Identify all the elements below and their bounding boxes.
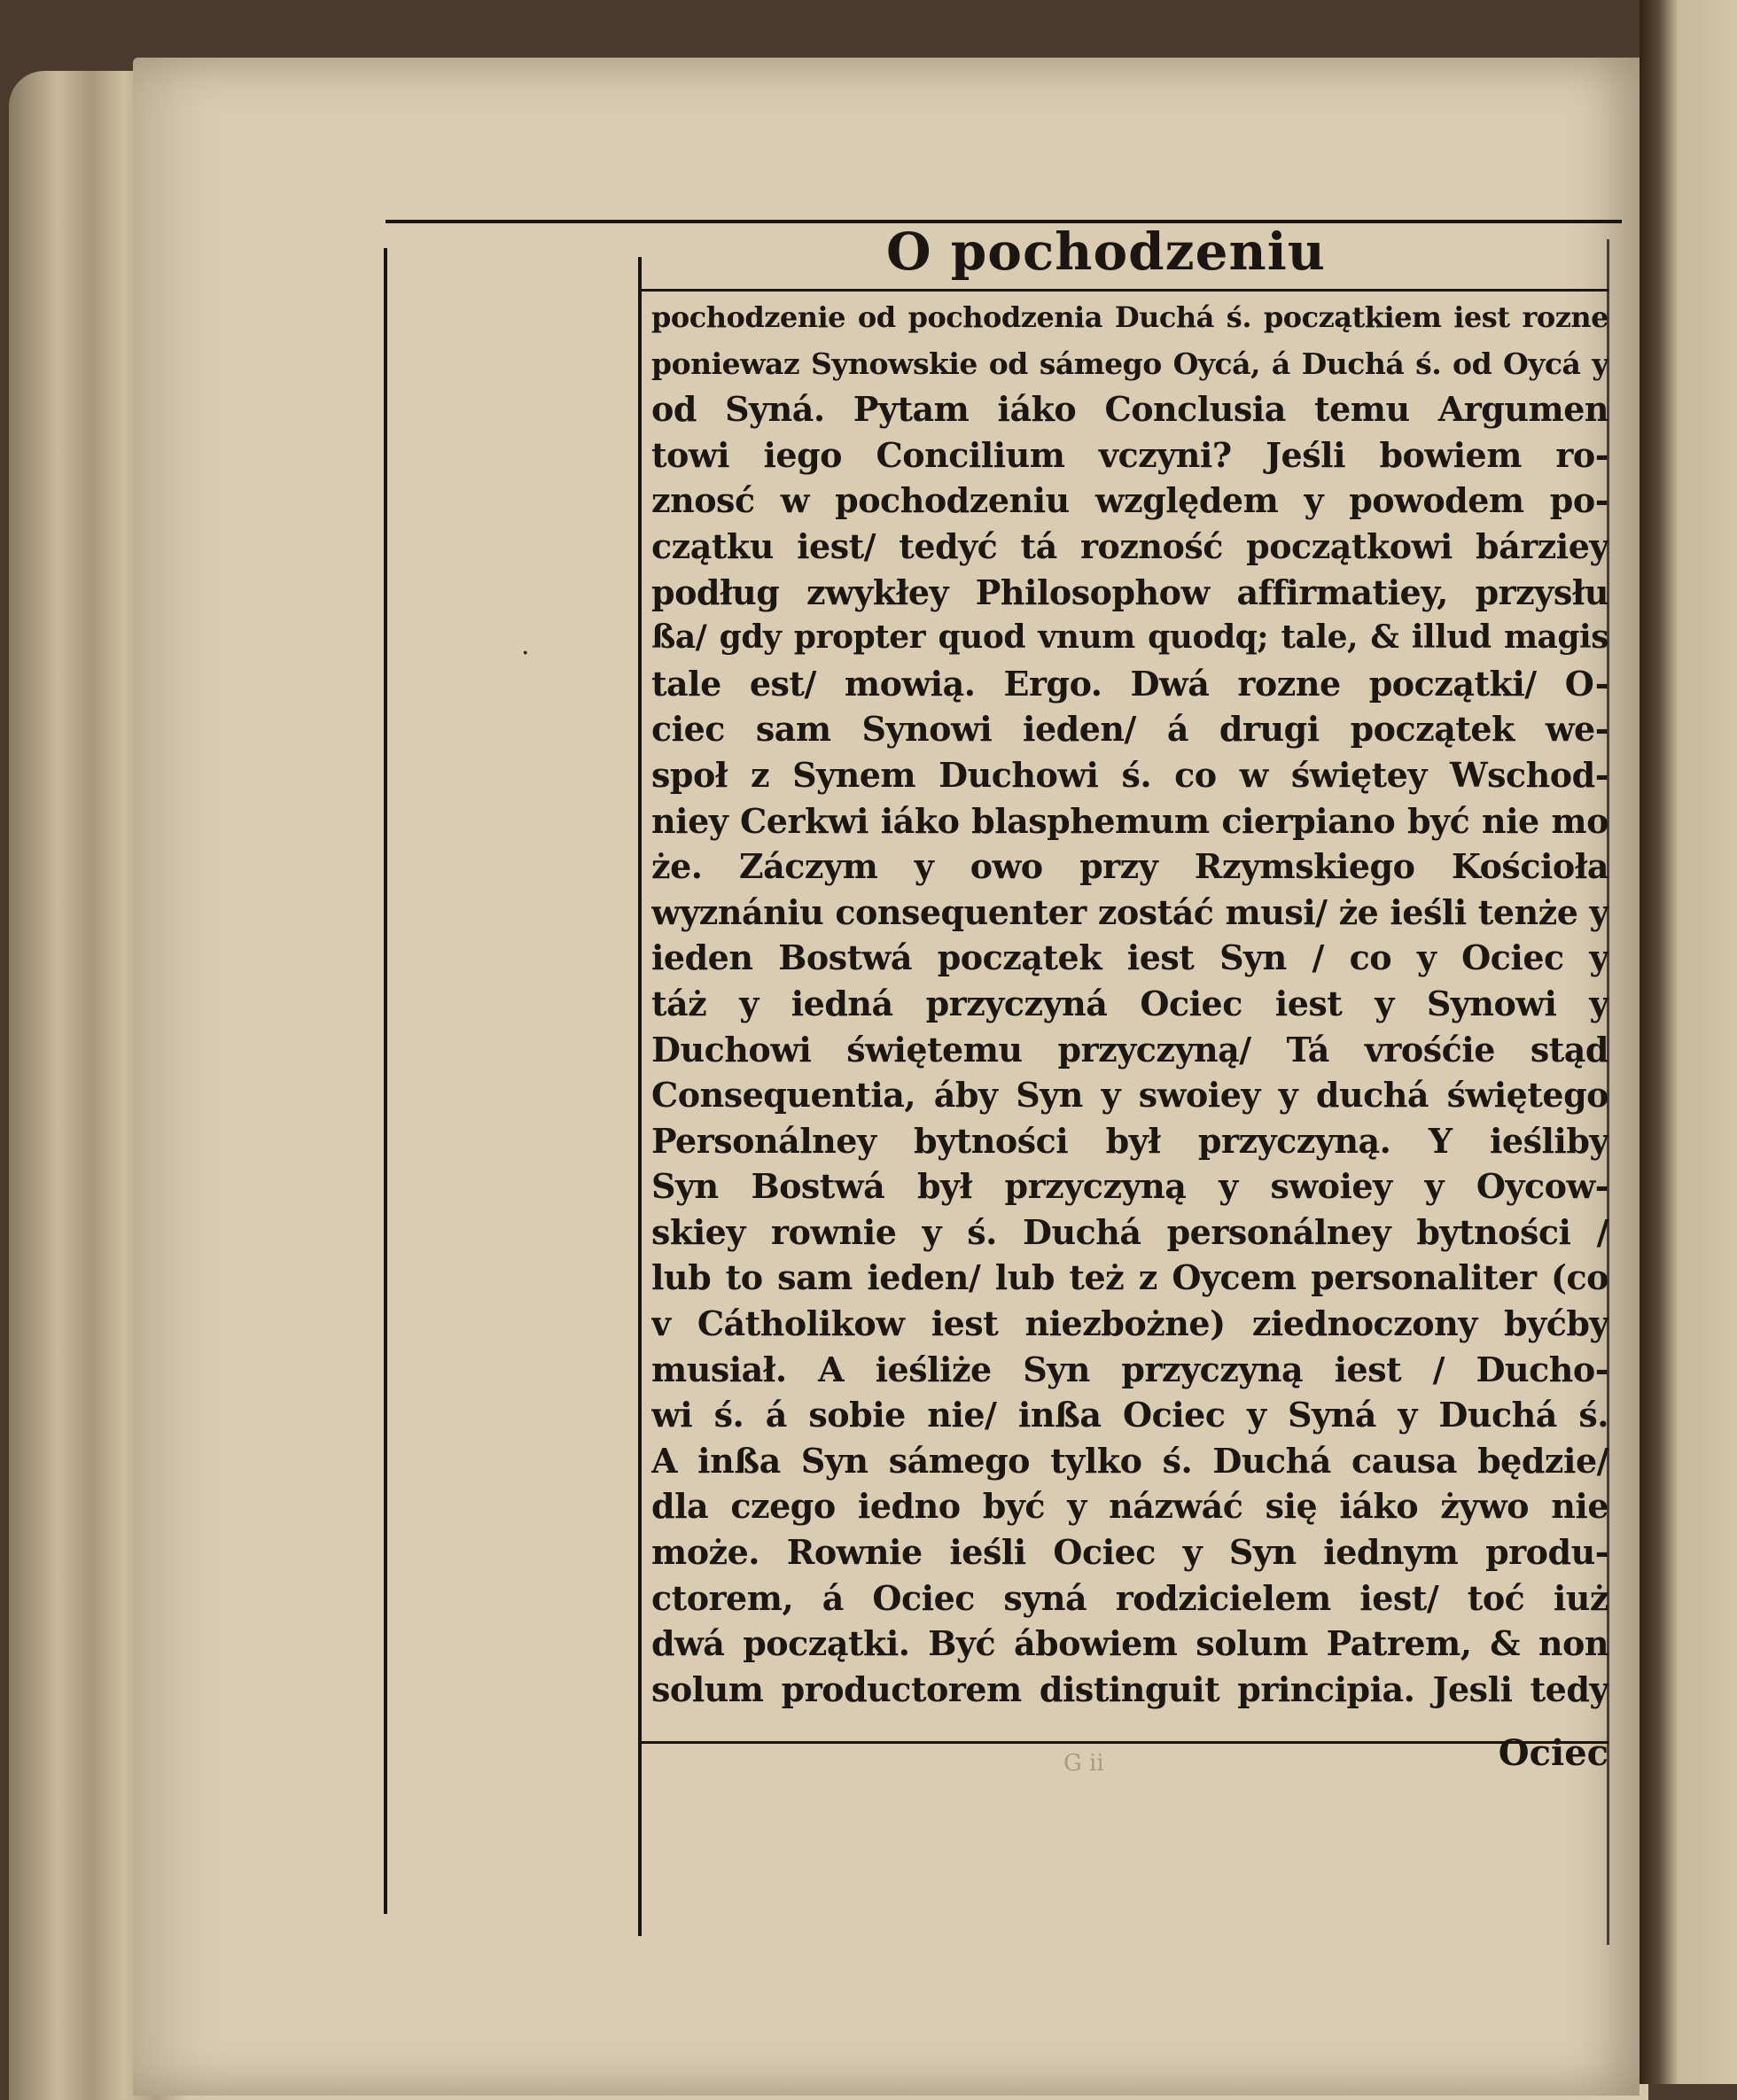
text-line: ctorem, á Ociec syná rodzicielem iest/ toć iuż bbox=[651, 1577, 1608, 1618]
header-rule bbox=[640, 289, 1608, 292]
text-line: towi iego Concilium vczyni? Jeśli bowiem ro- bbox=[651, 434, 1608, 475]
text-line: że. Záczym y owo przy Rzymskiego Kościoła bbox=[651, 846, 1608, 887]
text-line: ßa/ gdy propter quod vnum quodq; tale, & illud magis bbox=[651, 618, 1608, 657]
text-line: v Cátholikow iest niezbożne) ziednoczony byćby bbox=[651, 1303, 1608, 1344]
bottom-text-rule bbox=[640, 1741, 1608, 1744]
text-line: ieden Bostwá początek iest Syn / co y Ociec y bbox=[651, 937, 1608, 978]
text-line: solum productorem distinguit principia. Jesli tedy bbox=[651, 1668, 1608, 1709]
text-line: znosć w pochodzeniu względem y powodem po- bbox=[651, 480, 1608, 521]
text-line: lub to sam ieden/ lub też z Oycem personaliter (co bbox=[651, 1257, 1608, 1298]
text-line: A inßa Syn sámego tylko ś. Duchá causa będzie/ bbox=[651, 1440, 1608, 1481]
text-line: wyznániu consequenter zostáć musi/ że ieśli tenże y bbox=[651, 891, 1608, 932]
text-line: pochodzenie od pochodzenia Duchá ś. początkiem iest rozne bbox=[651, 300, 1608, 334]
text-line: podług zwykłey Philosophow affirmatiey, przysłu bbox=[651, 572, 1608, 612]
text-line: poniewaz Synowskie od sámego Oycá, á Duchá ś. od Oycá y bbox=[651, 346, 1608, 381]
facing-page-edge bbox=[1640, 0, 1737, 2084]
text-line: może. Rownie ieśli Ociec y Syn iednym produ- bbox=[651, 1532, 1608, 1573]
left-outer-frame-line bbox=[384, 248, 387, 1914]
text-line: niey Cerkwi iáko blasphemum cierpiano być nie mo bbox=[651, 800, 1608, 841]
signature-mark: G ii bbox=[1063, 1750, 1104, 1777]
left-inner-frame-line bbox=[638, 257, 642, 1936]
text-line: táż y iedná przyczyná Ociec iest y Synowi y bbox=[651, 983, 1608, 1023]
text-line: Duchowi świętemu przyczyną/ Tá vrośćie stąd bbox=[651, 1029, 1608, 1069]
running-title: O pochodzeniu bbox=[886, 222, 1326, 282]
text-line: dwá początki. Być ábowiem solum Patrem, & non bbox=[651, 1623, 1608, 1664]
text-line: Syn Bostwá był przyczyną y swoiey y Oycow- bbox=[651, 1166, 1608, 1207]
text-line: dla czego iedno być y názwáć się iáko żywo nie bbox=[651, 1486, 1608, 1527]
text-line: czątku iest/ tedyć tá rozność początkowi bárziey bbox=[651, 525, 1608, 566]
text-line: ciec sam Synowi ieden/ á drugi początek we- bbox=[651, 709, 1608, 750]
text-line: od Syná. Pytam iáko Conclusia temu Argumen bbox=[651, 389, 1608, 430]
text-line: skiey rownie y ś. Duchá personálney bytności / bbox=[651, 1211, 1608, 1252]
margin-mark: · bbox=[521, 638, 530, 669]
body-text bbox=[651, 295, 1608, 1712]
catchword: Ociec bbox=[1498, 1732, 1608, 1774]
text-line: Consequentia, áby Syn y swoiey y duchá świętego bbox=[651, 1075, 1608, 1116]
text-line: Personálney bytności był przyczyną. Y ieśliby bbox=[651, 1120, 1608, 1161]
text-line: społ z Synem Duchowi ś. co w świętey Wschod- bbox=[651, 754, 1608, 795]
text-line: tale est/ mowią. Ergo. Dwá rozne początki/ O- bbox=[651, 663, 1608, 704]
text-line: musiał. A ieśliże Syn przyczyną iest / Ducho- bbox=[651, 1349, 1608, 1389]
text-line: wi ś. á sobie nie/ inßa Ociec y Syná y Duchá ś. bbox=[651, 1395, 1608, 1435]
